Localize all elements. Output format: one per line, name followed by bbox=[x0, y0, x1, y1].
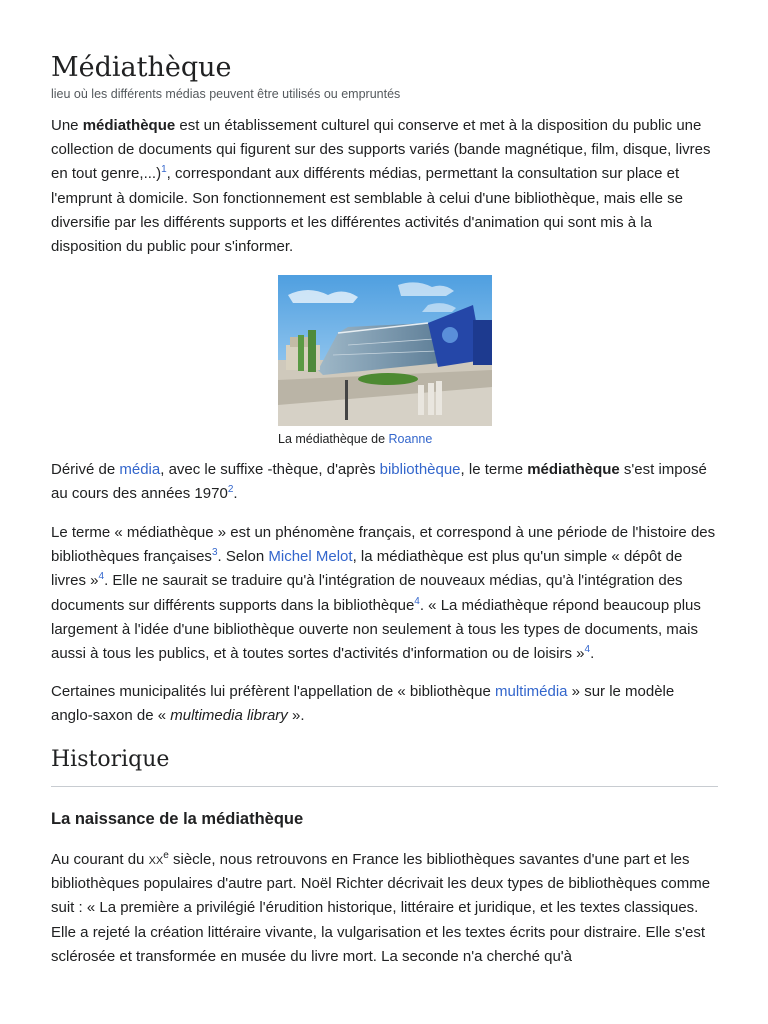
figure bbox=[278, 275, 492, 447]
reference-link-4[interactable]: 4 bbox=[584, 644, 591, 656]
term-paragraph: Le terme « médiathèque » est un phénomène français, et correspond à une période de l'histoire des bibliothèques françaises$^3$. Selon Michel Melot, la médiathèque est plus qu'un simple « dépôt de livres »$^4$. Elle ne saurait se traduire qu'à l'intégration de nouveaux médias, qu'à l'intégration des documents sur différents supports dans la bibliothèque$^4$. « La médiathèque répond beaucoup plus largement à l'idée d'une bibliothèque ouverte non seulement à tous les types de documents, mais aussi à tous les publics, et à toutes sortes d'activités d'information ou de loisirs »$^4$. bbox=[51, 524, 716, 663]
bold-term: médiathèque bbox=[82, 117, 176, 134]
section-heading-historique: Historique bbox=[51, 744, 718, 787]
subsection-heading-naissance: La naissance de la médiathèque bbox=[51, 810, 304, 828]
reference-link-2[interactable]: 2 bbox=[227, 484, 234, 496]
century-superscript: e bbox=[163, 850, 169, 861]
figure-caption: La médiathèque de Roanne bbox=[278, 432, 433, 446]
page-subtitle: lieu où les différents médias peuvent être utilisés ou empruntés bbox=[51, 87, 401, 101]
history-paragraph: Au courant du $xx^e$ siècle, nous retrouvons en France les bibliothèques savantes d'une part et les bibliothèques populaires d'autre part. Noël Richter décrivait les deux types de bibliothèques comme suit : « La première a privilégié l'érudition historique, littéraire et juridique, et les textes classiques. Elle a rejeté la création littéraire vivante, la vulgarisation et les textes écrits pour distraire. Elle s'est sclérosée et transformée en musée du livre mort. La seconde n'a cherché qu'à bbox=[51, 850, 711, 965]
etymology-paragraph: Dérivé de média, avec le suffixe -thèque, d'après bibliothèque, le terme médiathèque s'est imposé au cours des années 1970$^2$. bbox=[51, 461, 707, 503]
reference-link-1[interactable]: 1 bbox=[161, 164, 167, 176]
mediatheque-roanne-photo[interactable] bbox=[278, 275, 492, 426]
multimedia-link[interactable]: multimédia bbox=[494, 683, 568, 700]
reference-link-3[interactable]: 3 bbox=[211, 547, 218, 559]
intro-paragraph: Une médiathèque est un établissement culturel qui conserve et met à la disposition du public une collection de documents qui figurent sur des supports variés (bande magnétique, film, disque, livres en tout genre,...)$^1$, correspondant aux différents médias, permettant la consultation sur place et l'emprunt à domicile. Son fonctionnement est semblable à celui d'une bibliothèque, mais elle se diversifie par les différents supports et les différentes activités d'animation qui sont mis à la disposition du public pour s'informer. bbox=[51, 117, 711, 256]
roanne-link[interactable]: Roanne bbox=[388, 432, 433, 446]
municipal-paragraph: Certaines municipalités lui préfèrent l'appellation de « bibliothèque multimédia » sur le modèle anglo-saxon de « multimedia library ». bbox=[51, 683, 675, 725]
italic-term: multimedia library bbox=[170, 707, 288, 725]
reference-link-4[interactable]: 4 bbox=[414, 595, 420, 607]
century-numeral: xx bbox=[148, 851, 164, 868]
michel-melot-link[interactable]: Michel Melot bbox=[268, 548, 353, 566]
page-title: Médiathèque bbox=[51, 52, 232, 83]
bold-term: médiathèque bbox=[527, 461, 620, 478]
reference-link-4[interactable]: 4 bbox=[98, 571, 105, 583]
media-link[interactable]: média bbox=[119, 461, 161, 478]
bibliotheque-link[interactable]: bibliothèque bbox=[379, 461, 461, 478]
